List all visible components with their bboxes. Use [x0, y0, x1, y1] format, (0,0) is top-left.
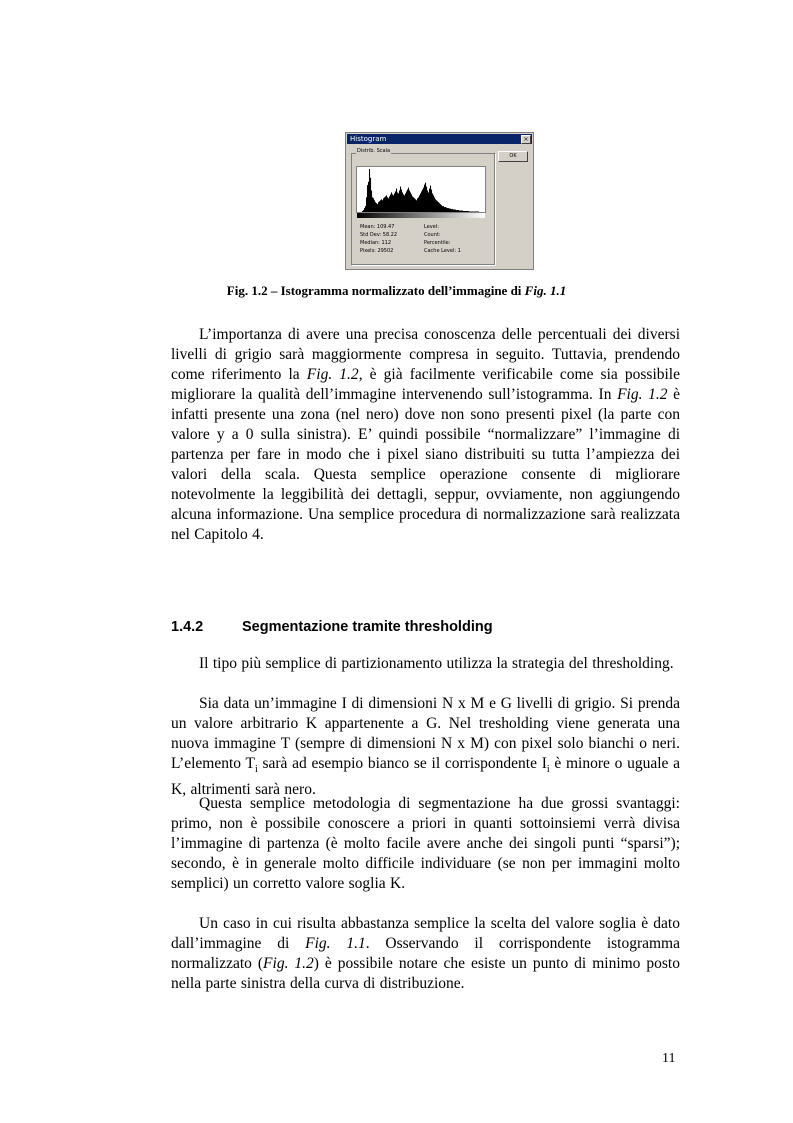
- stat-percentile: Percentile:: [424, 240, 451, 246]
- histogram-bar: [413, 197, 414, 212]
- paragraph-2: Il tipo più semplice di partizionamento utilizza la strategia del thresholding.: [199, 655, 674, 672]
- histogram-bar: [467, 211, 468, 212]
- histogram-bar: [380, 200, 381, 212]
- histogram-bar: [458, 210, 459, 212]
- histogram-bar: [457, 210, 458, 212]
- p5-figure-ref-1: Fig. 1.1: [305, 935, 366, 952]
- histogram-bar: [420, 193, 421, 212]
- histogram-bar: [399, 191, 400, 213]
- histogram-bar: [453, 210, 454, 212]
- histogram-bar: [386, 195, 387, 212]
- histogram-bar: [425, 183, 426, 212]
- histogram-bar: [411, 194, 412, 212]
- histogram-bar: [459, 211, 460, 212]
- p5-text-c: ) è possibile notare che esiste un punto di minimo posto nella parte sinistra della curva di distribuzione.: [171, 955, 680, 992]
- dialog-titlebar: [347, 134, 532, 144]
- histogram-plot: [356, 166, 486, 213]
- histogram-bar: [377, 204, 378, 212]
- histogram-bar: [418, 197, 419, 212]
- p1-figure-ref-2: Fig. 1.2: [617, 386, 668, 403]
- histogram-bar: [372, 197, 373, 212]
- histogram-bar: [382, 200, 383, 212]
- histogram-svg: [357, 167, 485, 212]
- histogram-bar: [434, 197, 435, 212]
- histogram-bar: [423, 188, 424, 212]
- p3-subscript-1: i: [254, 764, 258, 776]
- group-label: Distrib. Scala: [357, 148, 391, 154]
- histogram-bar: [404, 195, 405, 212]
- histogram-bar: [442, 206, 443, 212]
- p1-text-a: L’importanza di avere una precisa conoscenza delle percentuali dei diversi livelli di grigio sarà maggiormente compresa in seguito. Tuttavia, prendendo come riferimento la: [171, 326, 680, 383]
- histogram-bar: [431, 190, 432, 212]
- histogram-bar: [426, 187, 427, 212]
- histogram-bar: [464, 211, 465, 212]
- histogram-bar: [444, 207, 445, 212]
- histogram-bar: [427, 191, 428, 213]
- histogram-bar: [401, 190, 402, 212]
- histogram-bar: [449, 209, 450, 212]
- histogram-bar: [402, 192, 403, 212]
- histogram-bar: [419, 195, 420, 212]
- section-title: Segmentazione tramite thresholding: [242, 619, 493, 635]
- histogram-bar: [436, 200, 437, 212]
- histogram-bar: [374, 200, 375, 212]
- histogram-bar: [410, 192, 411, 212]
- page-number: 11: [662, 1051, 676, 1066]
- histogram-bar: [454, 210, 455, 212]
- histogram-bar: [398, 193, 399, 212]
- histogram-bar: [430, 186, 431, 212]
- histogram-bar: [421, 191, 422, 212]
- histogram-bar: [440, 204, 441, 212]
- histogram-bar: [365, 206, 366, 212]
- histogram-bar: [376, 203, 377, 212]
- histogram-dialog-figure: [345, 132, 534, 270]
- histogram-bar: [468, 211, 469, 212]
- p5-text-a: Un caso in cui risulta abbastanza semplice la scelta del valore soglia è dato dall’immagine di: [171, 915, 680, 952]
- histogram-bar: [456, 210, 457, 212]
- histogram-bar: [460, 211, 461, 212]
- histogram-bar: [461, 211, 462, 212]
- dialog-title: Histogram: [350, 135, 387, 143]
- histogram-bar: [433, 195, 434, 212]
- histogram-bar: [438, 202, 439, 212]
- histogram-bar: [384, 197, 385, 212]
- p5-text-b: . Osservando il corrispondente istogramma normalizzato (: [171, 935, 680, 972]
- histogram-bar: [437, 201, 438, 212]
- histogram-bar: [443, 206, 444, 212]
- stat-cache-level: Cache Level: 1: [424, 248, 461, 254]
- histogram-bar: [395, 191, 396, 212]
- caption-text: Fig. 1.2 – Istogramma normalizzato dell’immagine di: [226, 283, 525, 298]
- histogram-bar: [412, 196, 413, 212]
- p3-text-b: sarà ad esempio bianco se il corrispondente I: [257, 755, 547, 772]
- stat-pixels: Pixels: 29502: [360, 248, 394, 254]
- histogram-bar: [367, 185, 368, 212]
- histogram-bar: [466, 211, 467, 212]
- stat-level: Level:: [424, 224, 439, 230]
- histogram-bar: [450, 209, 451, 212]
- histogram-bar: [422, 190, 423, 212]
- p1-text-c: è infatti presente una zona (nel nero) dove non sono presenti pixel (la parte con valore y a 0 sulla sinistra). E’ quindi possibile “normalizzare” l’immagine di partenza per fare in modo che i pixel siano distribuiti su tutta l’ampiezza dei valori della scala. Questa semplice operazione consente di migliorare notevolmente la leggibilità dei dettagli, seppur, ovviamente, non aggiungendo alcuna informazione. Una semplice procedura di normalizzazione sarà realizzata nel Capitolo 4.: [171, 386, 680, 543]
- histogram-bar: [375, 202, 376, 212]
- histogram-bar: [439, 203, 440, 212]
- histogram-bar: [462, 211, 463, 212]
- p3-text-c: è minore o uguale a K, altrimenti sarà nero.: [171, 755, 680, 799]
- histogram-bar: [424, 185, 425, 212]
- histogram-bar: [452, 209, 453, 212]
- p1-text-b: , è già facilmente verificabile come sia possibile migliorare la qualità dell’immagine intervenendo sull’istogramma. In: [171, 366, 680, 403]
- histogram-bar: [383, 198, 384, 212]
- histogram-bar: [400, 187, 401, 212]
- histogram-bar: [447, 208, 448, 212]
- histogram-bar: [397, 192, 398, 212]
- histogram-bar: [455, 210, 456, 212]
- histogram-bar: [393, 195, 394, 212]
- close-icon: ×: [521, 135, 531, 144]
- histogram-bar: [409, 191, 410, 213]
- histogram-bar: [403, 194, 404, 212]
- histogram-bar: [417, 198, 418, 212]
- histogram-bar: [370, 178, 371, 212]
- histogram-bar: [368, 182, 369, 212]
- histogram-bar: [381, 199, 382, 212]
- ok-button: OK: [498, 151, 528, 162]
- histogram-bar: [448, 208, 449, 212]
- histogram-bar: [445, 207, 446, 212]
- histogram-bar: [446, 208, 447, 212]
- caption-figure-ref: Fig. 1.1: [524, 283, 567, 298]
- histogram-bar: [385, 196, 386, 212]
- histogram-bar: [405, 193, 406, 212]
- p3-text-a: Sia data un’immagine I di dimensioni N x M e G livelli di grigio. Si prenda un valore arbitrario K appartenente a G. Nel tresholding viene generata una nuova immagine T (sempre di dimensioni N x M) con pixel solo bianchi o neri. L’elemento T: [171, 695, 680, 772]
- histogram-bar: [396, 189, 397, 212]
- histogram-bar: [414, 198, 415, 212]
- histogram-bar: [388, 198, 389, 212]
- histogram-bar: [387, 197, 388, 212]
- histogram-bar: [451, 209, 452, 212]
- histogram-bar: [463, 211, 464, 212]
- stat-mean: Mean: 109.47: [360, 224, 395, 230]
- histogram-bar: [435, 199, 436, 212]
- histogram-bar: [362, 211, 363, 212]
- histogram-bar: [371, 191, 372, 213]
- p5-figure-ref-2: Fig. 1.2: [263, 955, 314, 972]
- histogram-bar: [406, 191, 407, 212]
- p3-subscript-2: i: [546, 764, 550, 776]
- histogram-bar: [428, 192, 429, 212]
- histogram-bar: [369, 169, 370, 212]
- histogram-bar: [407, 190, 408, 212]
- paragraph-1: [171, 325, 680, 545]
- histogram-bar: [390, 194, 391, 212]
- histogram-bar: [394, 193, 395, 212]
- p1-figure-ref-1: Fig. 1.2: [306, 366, 359, 383]
- paragraph-4: Questa semplice metodologia di segmentazione ha due grossi svantaggi: primo, non è possibile conoscere a priori in quanti sottoinsiemi verrà divisa l’immagine di partenza (è molto facile avere anche dei singoli punti “sparsi”); secondo, è in generale molto difficile individuare (se non per immagini molto semplici) un corretto valore soglia K.: [171, 795, 680, 892]
- histogram-bar: [363, 210, 364, 212]
- histogram-bar: [392, 194, 393, 212]
- figure-caption: [0, 283, 793, 299]
- gray-scale-bar: [357, 213, 485, 218]
- paragraph-5: [171, 914, 680, 994]
- section-heading: [171, 619, 493, 635]
- histogram-bar: [416, 200, 417, 212]
- histogram-bar: [364, 208, 365, 212]
- histogram-bar: [465, 211, 466, 212]
- histogram-bar: [441, 205, 442, 212]
- histogram-bar: [408, 188, 409, 212]
- stat-count: Count:: [424, 232, 441, 238]
- histogram-bar: [366, 197, 367, 212]
- histogram-bar: [391, 192, 392, 212]
- histogram-bar: [378, 202, 379, 212]
- histogram-bar: [389, 196, 390, 212]
- stat-stddev: Std Dev: 58.22: [360, 232, 398, 238]
- histogram-bar: [415, 199, 416, 212]
- paragraph-3: [171, 694, 680, 800]
- histogram-bar: [373, 198, 374, 212]
- histogram-bar: [379, 201, 380, 212]
- histogram-bar: [429, 189, 430, 212]
- stat-median: Median: 112: [360, 240, 392, 246]
- section-number: 1.4.2: [171, 619, 204, 635]
- histogram-bar: [432, 193, 433, 212]
